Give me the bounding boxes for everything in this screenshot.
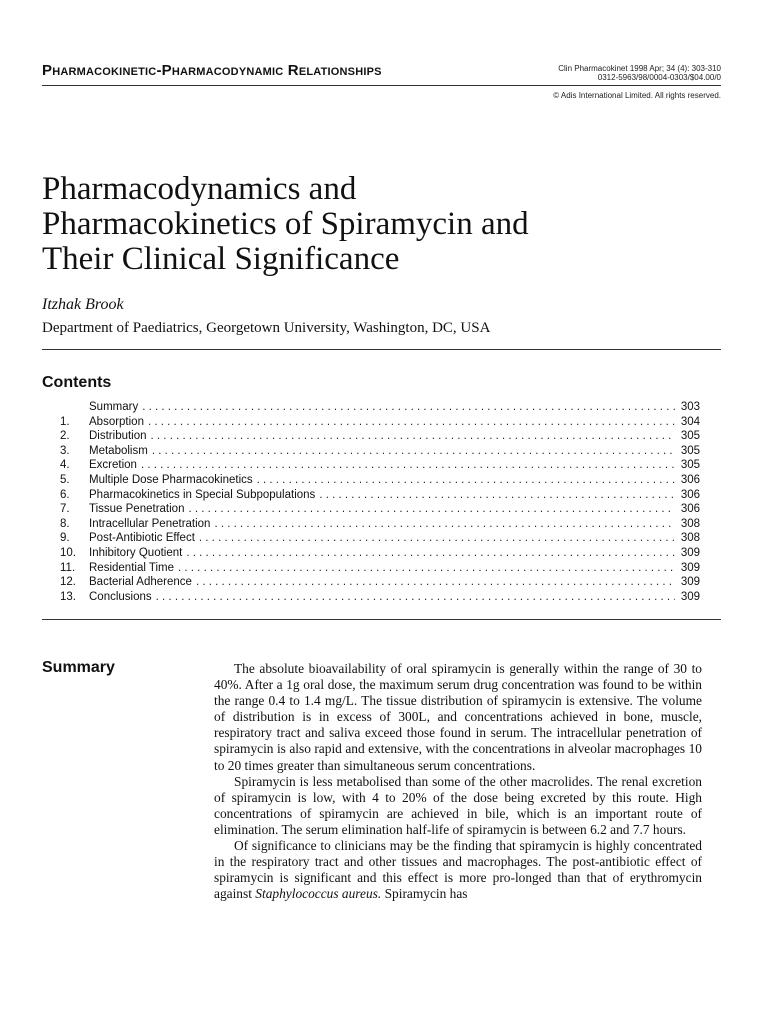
toc-label: Inhibitory Quotient xyxy=(89,546,183,559)
author-name: Itzhak Brook xyxy=(42,296,124,313)
toc-leader-dots xyxy=(257,474,675,486)
journal-citation: Clin Pharmacokinet 1998 Apr; 34 (4): 303-310 xyxy=(558,64,721,73)
toc-entry xyxy=(60,445,700,460)
toc-number: 9. xyxy=(60,532,70,545)
toc-number: 13. xyxy=(60,590,76,603)
toc-entry xyxy=(60,518,700,533)
summary-paragraph: The absolute bioavailability of oral spiramycin is generally within the range of 30 to 40%. After a 1g oral dose, the maximum serum drug concentration was found to be within the range 0.4 to 1.4 mg/L. The tissue distribution of spiramycin is extensive. The volume of distribution is in excess of 300L, and concentrations achieved in bone, muscle, respiratory tract and saliva exceed those found in serum. The intracellular penetration of spiramycin is also rapid and extensive, with the concentrations in alveolar macrophages 10 to 20 times greater than simultaneous serum concentrations. xyxy=(214,661,702,773)
toc-page-number: 306 xyxy=(680,473,700,486)
toc-entry xyxy=(60,416,700,431)
running-head: Pharmacokinetic-Pharmacodynamic Relationships xyxy=(42,62,382,79)
article-title xyxy=(42,172,702,277)
toc-label: Metabolism xyxy=(89,444,148,457)
summary-heading: Summary xyxy=(42,659,115,676)
toc-label: Absorption xyxy=(89,415,144,428)
toc-page-number: 309 xyxy=(680,590,700,603)
toc-label: Residential Time xyxy=(89,561,175,574)
organism-name: Staphylococcus aureus. xyxy=(255,886,382,902)
toc-page-number: 305 xyxy=(680,459,700,472)
toc-label: Distribution xyxy=(89,430,147,443)
paragraph-text: Of significance to clinicians may be the finding that spiramycin is highly concentrated in the respiratory tract and other tissues and macrophages. The post-antibiotic effect of spiramycin is significant and this effect is more pro-longed than that of erythromycin against xyxy=(214,838,702,902)
toc-leader-dots xyxy=(142,401,675,413)
toc-page-number: 304 xyxy=(680,415,700,428)
toc-page-number: 305 xyxy=(680,444,700,457)
toc-label: Conclusions xyxy=(89,590,152,603)
toc-number: 6. xyxy=(60,488,70,501)
toc-number: 3. xyxy=(60,444,70,457)
toc-page-number: 303 xyxy=(680,401,700,413)
toc-page-number: 305 xyxy=(680,430,700,443)
table-of-contents xyxy=(60,401,700,605)
toc-label: Excretion xyxy=(89,459,137,472)
toc-page-number: 309 xyxy=(680,576,700,589)
summary-paragraph xyxy=(214,838,702,902)
toc-leader-dots xyxy=(214,518,674,530)
toc-leader-dots xyxy=(148,416,675,428)
toc-entry xyxy=(60,474,700,489)
section-divider xyxy=(42,349,721,350)
toc-number: 8. xyxy=(60,517,70,530)
toc-page-number: 306 xyxy=(680,488,700,501)
journal-info xyxy=(558,64,721,82)
contents-heading: Contents xyxy=(42,374,112,391)
toc-number: 4. xyxy=(60,459,70,472)
toc-entry xyxy=(60,547,700,562)
toc-entry xyxy=(60,459,700,474)
toc-entry xyxy=(60,430,700,445)
toc-entry xyxy=(60,532,700,547)
toc-leader-dots xyxy=(156,591,675,603)
toc-leader-dots xyxy=(141,459,675,471)
toc-label: Intracellular Penetration xyxy=(89,517,211,530)
toc-label: Tissue Penetration xyxy=(89,503,185,516)
title-line: Their Clinical Significance xyxy=(42,241,400,277)
summary-body xyxy=(214,661,702,902)
toc-label: Multiple Dose Pharmacokinetics xyxy=(89,473,253,486)
toc-entry xyxy=(60,576,700,591)
toc-entry xyxy=(60,503,700,518)
toc-page-number: 308 xyxy=(680,517,700,530)
toc-leader-dots xyxy=(186,547,674,559)
toc-leader-dots xyxy=(188,503,674,515)
toc-leader-dots xyxy=(178,562,675,574)
issn-line: 0312-5963/98/0004-0303/$04.00/0 xyxy=(597,73,721,82)
title-line: Pharmacokinetics of Spiramycin and xyxy=(42,206,529,242)
toc-leader-dots xyxy=(151,430,675,442)
toc-page-number: 309 xyxy=(680,561,700,574)
toc-number: 5. xyxy=(60,473,70,486)
toc-label: Summary xyxy=(89,401,139,413)
toc-entry xyxy=(60,401,700,416)
title-line: Pharmacodynamics and xyxy=(42,171,357,207)
paragraph-text: Spiramycin has xyxy=(381,886,468,902)
toc-label: Pharmacokinetics in Special Subpopulations xyxy=(89,488,316,501)
copyright-notice: © Adis International Limited. All rights reserved. xyxy=(553,91,721,100)
toc-entry xyxy=(60,591,700,606)
section-divider xyxy=(42,619,721,620)
toc-label: Bacterial Adherence xyxy=(89,576,192,589)
toc-number: 11. xyxy=(60,561,76,574)
toc-number: 1. xyxy=(60,415,70,428)
toc-page-number: 308 xyxy=(680,532,700,545)
author-affiliation: Department of Paediatrics, Georgetown University, Washington, DC, USA xyxy=(42,320,491,336)
toc-leader-dots xyxy=(199,532,675,544)
toc-leader-dots xyxy=(319,489,675,501)
toc-page-number: 309 xyxy=(680,546,700,559)
summary-paragraph: Spiramycin is less metabolised than some of the other macrolides. The renal excretion of spiramycin is low, with 4 to 20% of the dose being excreted by this route. High concentrations of spiramycin are achieved in bile, which is an important route of elimination. The serum elimination half-life of spiramycin is between 6.2 and 7.7 hours. xyxy=(214,773,702,837)
toc-number: 2. xyxy=(60,430,70,443)
toc-number: 10. xyxy=(60,546,76,559)
toc-label: Post-Antibiotic Effect xyxy=(89,532,195,545)
toc-entry xyxy=(60,489,700,504)
toc-number: 7. xyxy=(60,503,70,516)
header-rule xyxy=(42,85,721,86)
toc-number: 12. xyxy=(60,576,76,589)
toc-page-number: 306 xyxy=(680,503,700,516)
toc-leader-dots xyxy=(196,576,675,588)
toc-leader-dots xyxy=(152,445,675,457)
toc-entry xyxy=(60,562,700,577)
